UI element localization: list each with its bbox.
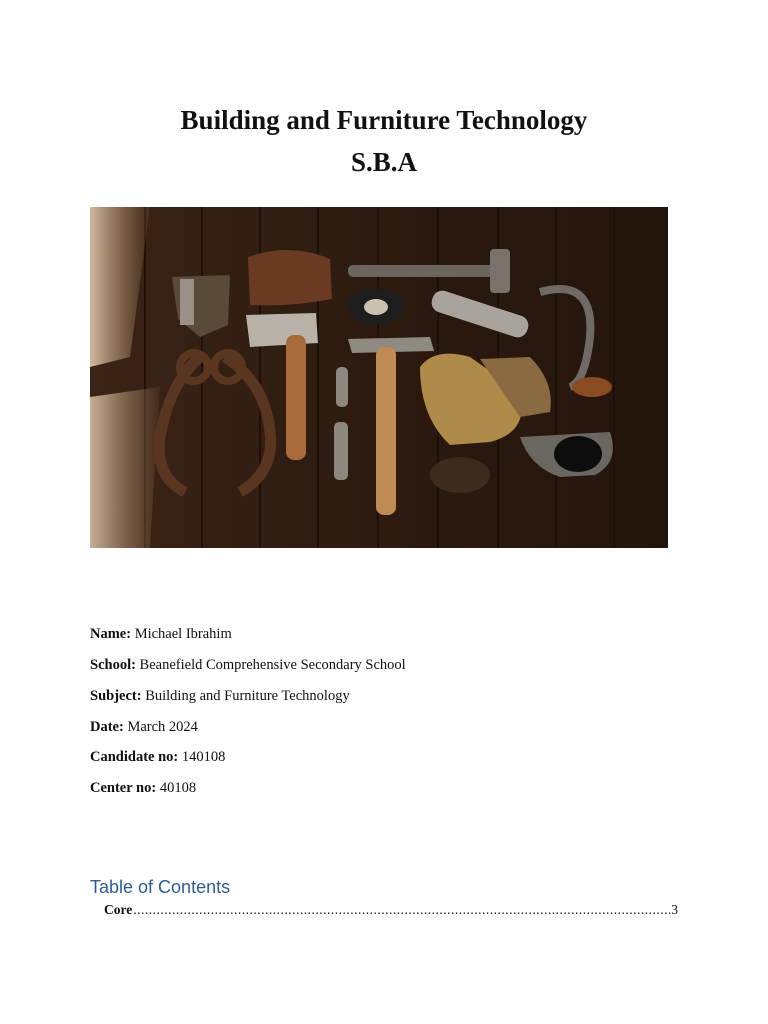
info-label: Date: (90, 719, 124, 735)
info-center-no (90, 779, 196, 797)
toc-entry[interactable] (104, 901, 678, 919)
document-title: Building and Furniture Technology (180, 105, 588, 135)
info-label: Name: (90, 626, 132, 642)
toc-entry-page[interactable]: 3 (671, 902, 678, 917)
info-date (90, 718, 198, 736)
info-candidate-no (90, 748, 225, 766)
info-value: 40108 (159, 780, 197, 796)
info-value: Building and Furniture Technology (145, 688, 350, 704)
info-school (90, 656, 406, 674)
info-value: Michael Ibrahim (134, 626, 232, 642)
info-value: Beanefield Comprehensive Secondary School (139, 657, 406, 673)
info-value: 140108 (181, 749, 226, 765)
toc-entry-label[interactable]: Core (104, 902, 133, 917)
toc-heading: Table of Contents (90, 877, 231, 897)
info-label: School: (90, 657, 136, 673)
toc-leader-dots (133, 901, 670, 919)
cover-photo (90, 207, 668, 548)
info-name (90, 625, 232, 643)
info-label: Subject: (90, 688, 142, 704)
info-label: Candidate no: (90, 749, 179, 765)
info-value: March 2024 (127, 719, 198, 735)
document-subtitle: S.B.A (350, 147, 418, 177)
info-label: Center no: (90, 780, 157, 796)
info-subject (90, 687, 350, 705)
